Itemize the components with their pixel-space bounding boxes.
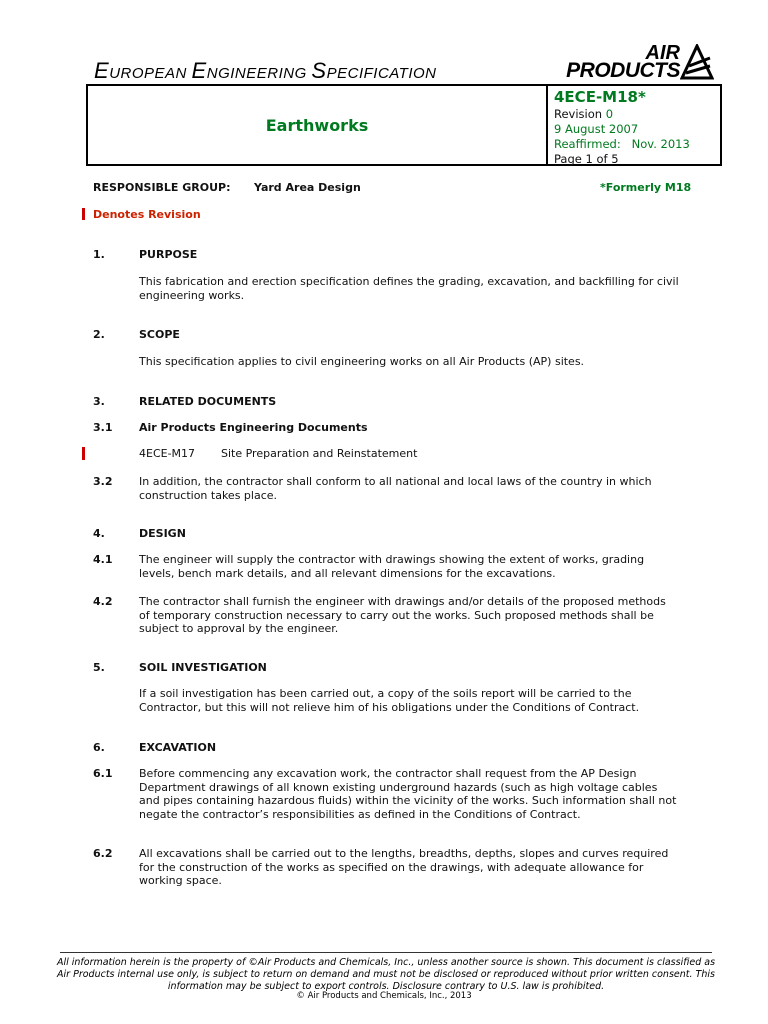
related-documents-laws-text: In addition, the contractor shall conform to all national and local laws of the country in which construction takes place.: [139, 475, 652, 502]
reaffirmed-value: Nov. 2013: [631, 137, 690, 151]
air-products-logo: [552, 44, 712, 84]
document-meta: [554, 88, 724, 167]
design-temporary-construction-text: The contractor shall furnish the engineer with drawings and/or details of the proposed methods of temporary construction necessary to carry out the works. Such proposed methods shall be subject to approval by the engineer.: [139, 595, 666, 635]
formerly-note: *Formerly M18: [600, 181, 692, 194]
title-rest-2: NGINEERING: [206, 65, 312, 82]
excavation-hazards-text: Before commencing any excavation work, the contractor shall request from the AP Design Department drawings of all known existing underground hazards (such as high voltage cables and pipes containing hazardous fluids) within the vicinity of the works. Such information shall not negate the contractor’s responsibilities as defined in the Conditions of Contract.: [139, 767, 677, 821]
scope-text: This specification applies to civil engineering works on all Air Products (AP) sites.: [139, 355, 585, 368]
revision-line: [554, 107, 724, 122]
reference-document-code: 4ECE-M17: [139, 447, 196, 460]
logo-line-products: PRODUCTS: [566, 59, 680, 82]
subsection-number: 6.1: [93, 767, 113, 780]
purpose-text: This fabrication and erection specification defines the grading, excavation, and backfilling for civil engineering works.: [139, 275, 679, 302]
design-drawings-text: The engineer will supply the contractor with drawings showing the extent of works, grading levels, bench mark details, and all relevant dimensions for the excavations.: [139, 553, 645, 580]
section-heading-design: DESIGN: [139, 527, 186, 540]
revision-bar: [82, 447, 85, 460]
denotes-revision-note: Denotes Revision: [93, 208, 201, 221]
subsection-number: 3.1: [93, 421, 113, 434]
reaffirmed-label: Reaffirmed:: [554, 137, 621, 151]
subsection-number: 3.2: [93, 475, 113, 488]
subsection-number: 4.1: [93, 553, 113, 566]
title-cap-3: S: [311, 58, 327, 83]
section-number: 6.: [93, 741, 105, 754]
document-code: 4ECE-M18*: [554, 88, 646, 106]
specification-series-title: [94, 58, 437, 84]
footer-divider: [60, 952, 712, 953]
revision-date: 9 August 2007: [554, 122, 639, 136]
subsection-number: 4.2: [93, 595, 113, 608]
document-title: Earthworks: [265, 115, 369, 135]
section-heading-purpose: PURPOSE: [139, 248, 198, 261]
revision-bar-legend: [82, 208, 85, 220]
subsection-number: 6.2: [93, 847, 113, 860]
title-rest-1: UROPEAN: [109, 65, 192, 82]
reaffirmed-line: [554, 137, 724, 152]
section-number: 3.: [93, 395, 105, 408]
section-heading-excavation: EXCAVATION: [139, 741, 217, 754]
title-rest-3: PECIFICATION: [326, 65, 437, 82]
responsible-group-value: Yard Area Design: [254, 181, 361, 194]
excavation-dimensions-text: All excavations shall be carried out to the lengths, breadths, depths, slopes and curves required for the construction of the works as specified on the drawings, with adequate allowance for working space.: [139, 847, 669, 887]
title-cap-1: E: [94, 58, 110, 83]
revision-value: 0: [605, 107, 614, 121]
revision-label: Revision: [554, 107, 603, 121]
responsible-group-label: RESPONSIBLE GROUP:: [93, 181, 231, 194]
section-heading-related-documents: RELATED DOCUMENTS: [139, 395, 277, 408]
confidentiality-notice: All information herein is the property of ©Air Products and Chemicals, Inc., unless another source is shown. This document is classified as Air Products internal use only, is subject to return on demand and must not be disclosed or reproduced without prior written consent. This information may be subject to export controls. Disclosure contrary to U.S. law is prohibited.: [56, 957, 716, 992]
section-heading-scope: SCOPE: [139, 328, 180, 341]
logo-wordmark: [552, 44, 680, 80]
soil-investigation-text: If a soil investigation has been carried out, a copy of the soils report will be carried to the Contractor, but this will not relieve him of his obligations under the Conditions of Contract.: [139, 687, 640, 714]
page-number: Page 1 of 5: [554, 152, 619, 166]
section-number: 2.: [93, 328, 105, 341]
logo-line-air: AIR: [645, 42, 680, 64]
copyright-notice: © Air Products and Chemicals, Inc., 2013: [296, 991, 472, 1001]
section-heading-soil-investigation: SOIL INVESTIGATION: [139, 661, 267, 674]
header-divider: [546, 86, 548, 164]
subsection-heading-ap-documents: Air Products Engineering Documents: [139, 421, 368, 434]
document-header-box: [86, 84, 722, 166]
section-number: 5.: [93, 661, 105, 674]
reference-document-title: Site Preparation and Reinstatement: [221, 447, 418, 460]
title-cap-2: E: [191, 58, 207, 83]
logo-triangle-icon: [680, 44, 714, 82]
section-number: 4.: [93, 527, 105, 540]
section-number: 1.: [93, 248, 105, 261]
